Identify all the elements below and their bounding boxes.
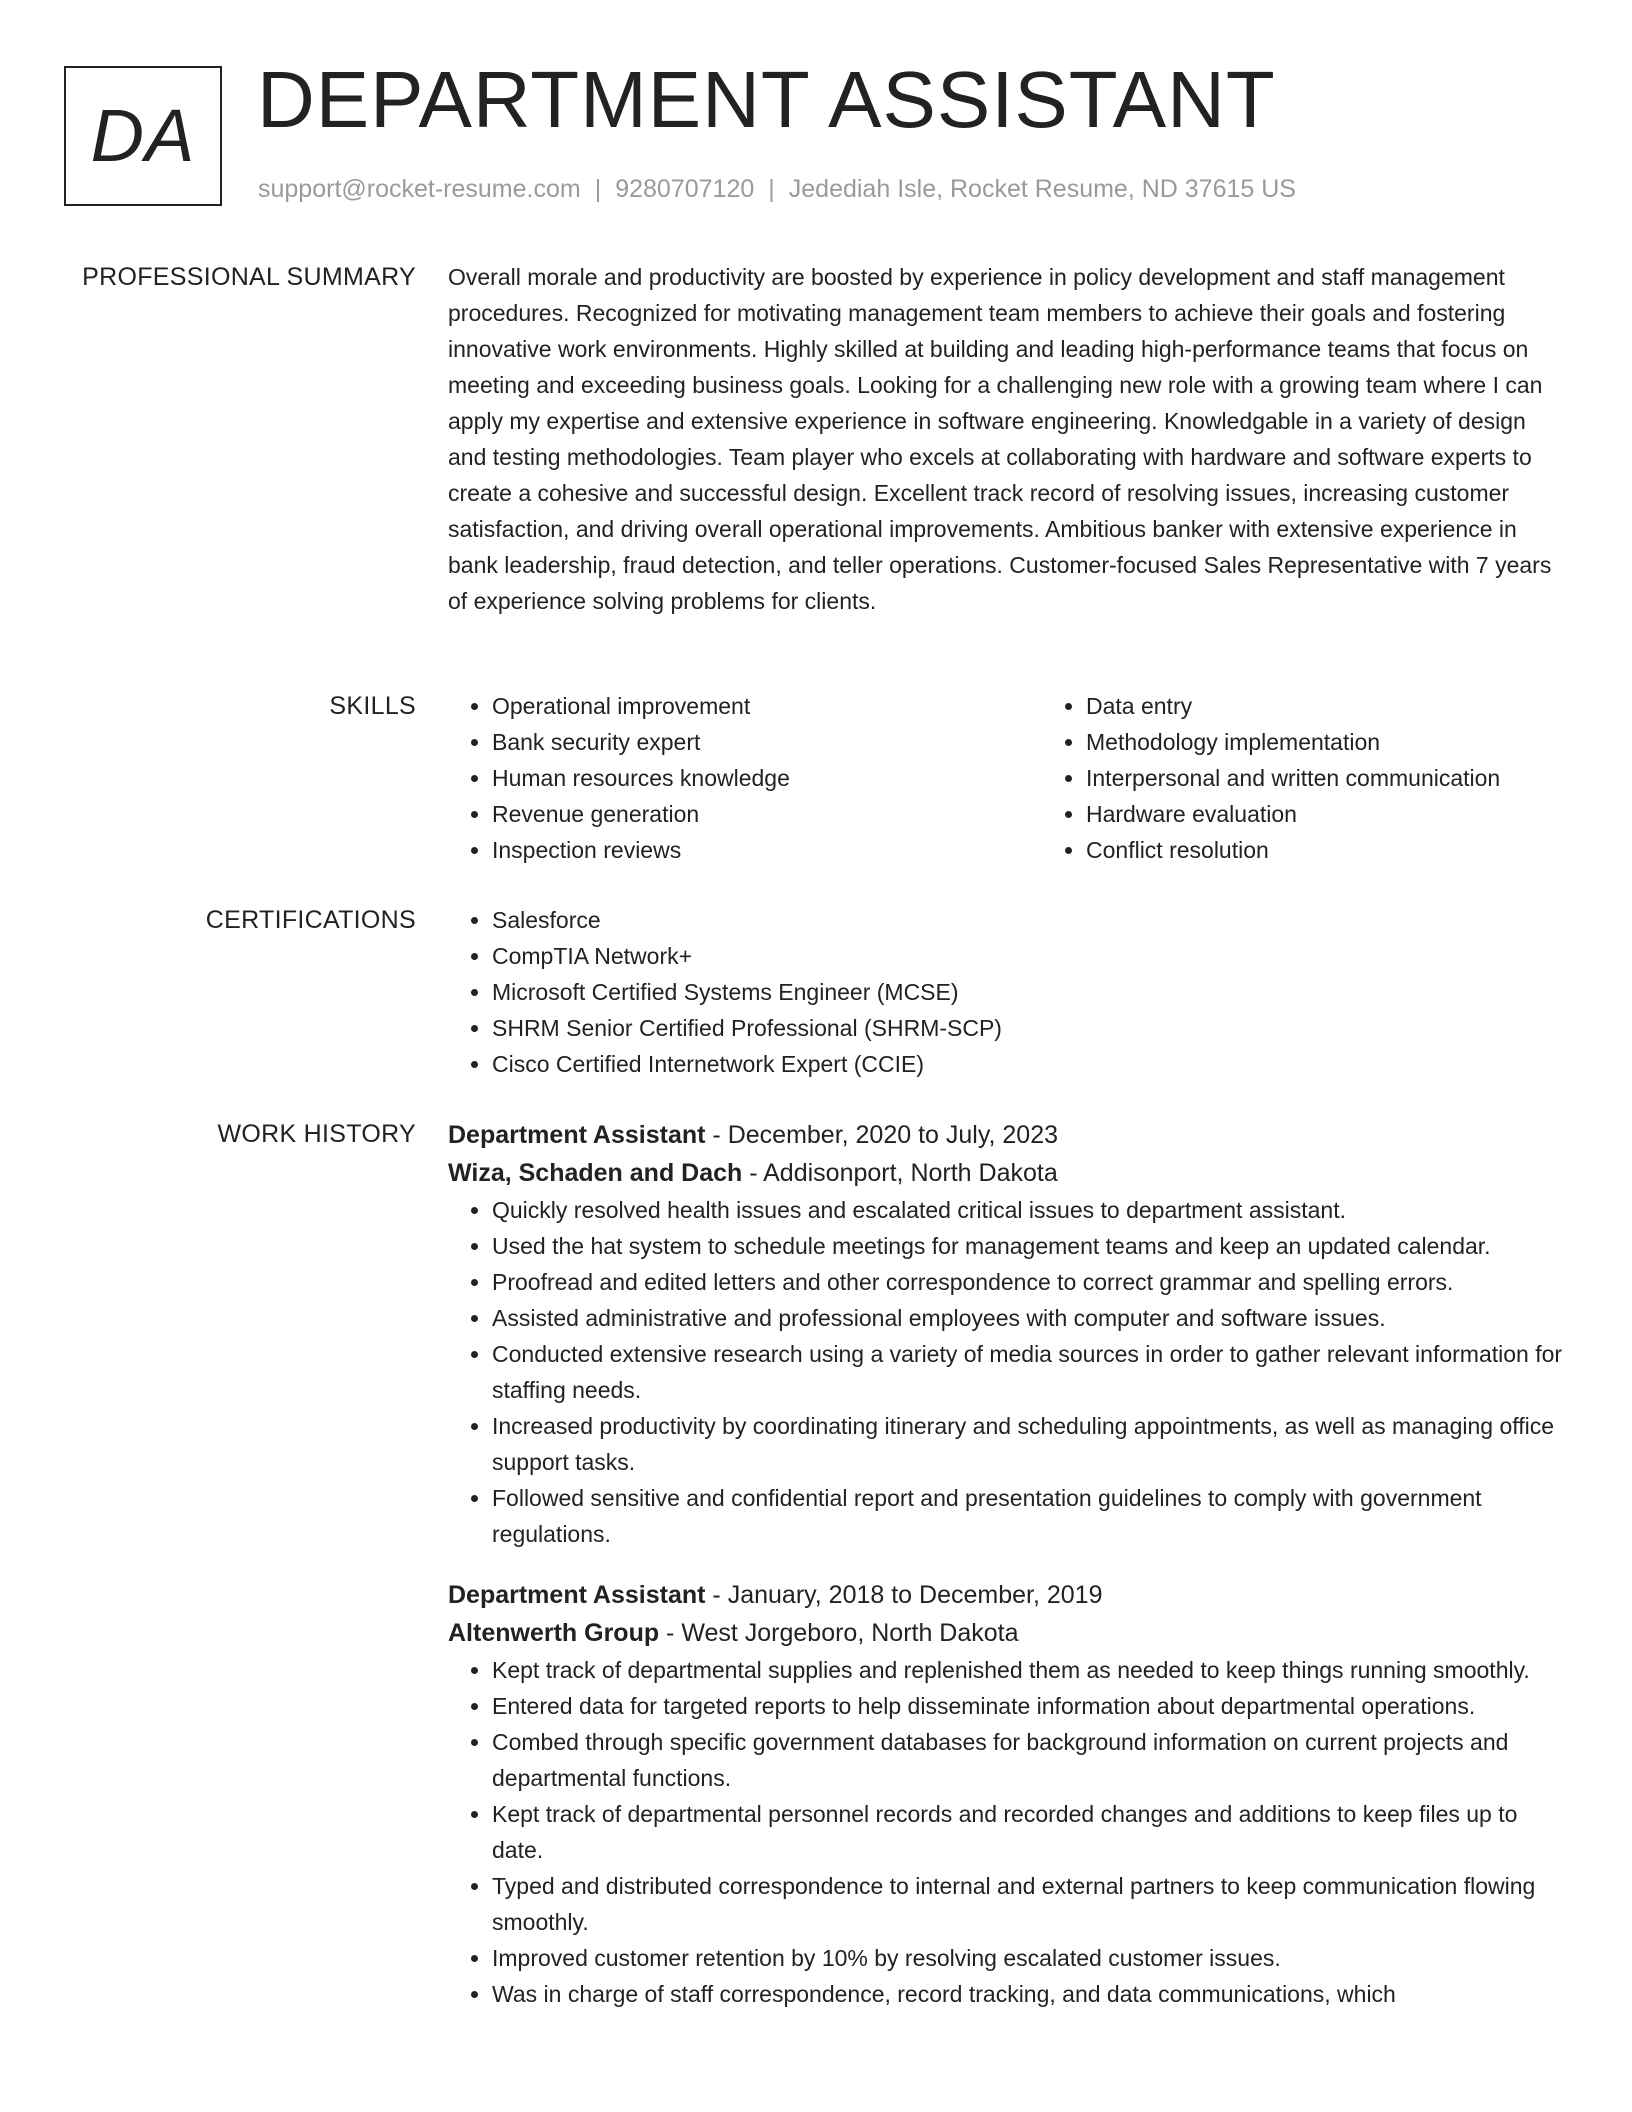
monogram-initials: DA [90, 94, 196, 177]
job-dates: - January, 2018 to December, 2019 [705, 1581, 1103, 1609]
contact-separator: | [768, 175, 775, 203]
certifications-body [448, 902, 1568, 1082]
skill-item: • Data entry [1086, 688, 1632, 724]
job-duty-item: • Used the hat system to schedule meetings for management teams and keep an updated calendar. [492, 1228, 1568, 1264]
job-role: Department Assistant [448, 1121, 706, 1149]
job-duty-item: • Conducted extensive research using a variety of media sources in order to gather relevant information for staffing needs. [492, 1336, 1568, 1408]
skill-item: • Methodology implementation [1086, 724, 1632, 760]
job-company-line [448, 1154, 1568, 1192]
skills-body [448, 688, 1568, 868]
job-duty-item: • Entered data for targeted reports to help disseminate information about departmental operations. [492, 1688, 1568, 1724]
job-duties-list [448, 1192, 1568, 1552]
job-duty-item: • Combed through specific government databases for background information on current projects and departmental functions. [492, 1724, 1568, 1796]
skill-item: • Bank security expert [492, 724, 1042, 760]
skills-list-right [1042, 688, 1632, 868]
skill-item: • Hardware evaluation [1086, 796, 1632, 832]
job-company: Altenwerth Group [448, 1619, 660, 1647]
job-role: Department Assistant [448, 1581, 706, 1609]
skill-item: • Revenue generation [492, 796, 1042, 832]
contact-email[interactable]: support@rocket-resume.com [258, 175, 581, 203]
job-company-line [448, 1614, 1568, 1652]
work-history-title: WORK HISTORY [217, 1120, 416, 1148]
job-location: - West Jorgeboro, North Dakota [659, 1619, 1019, 1647]
summary-body [448, 259, 1568, 619]
contact-address: Jedediah Isle, Rocket Resume, ND 37615 US [788, 175, 1296, 203]
job-entry [448, 1576, 1568, 2012]
job-duty-item: • Kept track of departmental supplies and replenished them as needed to keep things running smoothly. [492, 1652, 1568, 1688]
skill-item: • Interpersonal and written communication [1086, 760, 1632, 796]
contact-phone[interactable]: 9280707120 [615, 175, 755, 203]
skill-item: • Conflict resolution [1086, 832, 1632, 868]
certification-item: • Microsoft Certified Systems Engineer (MCSE) [492, 974, 1568, 1010]
work-history-body [448, 1116, 1568, 2012]
job-duty-item: • Quickly resolved health issues and escalated critical issues to department assistant. [492, 1192, 1568, 1228]
skill-item: • Human resources knowledge [492, 760, 1042, 796]
certification-item: • Cisco Certified Internetwork Expert (CCIE) [492, 1046, 1568, 1082]
monogram-box [64, 66, 222, 206]
job-role-line [448, 1576, 1568, 1614]
job-role-line [448, 1116, 1568, 1154]
job-dates: - December, 2020 to July, 2023 [705, 1121, 1058, 1149]
skills-list-left [448, 688, 1042, 868]
resume-name: DEPARTMENT ASSISTANT [257, 55, 1276, 144]
contact-line [258, 174, 1296, 204]
summary-text: Overall morale and productivity are boosted by experience in policy development and staff management procedures. Recognized for motivating management team members to achieve their goals and fostering innovative work environments. Highly skilled at building and leading high-performance teams that focus on meeting and exceeding business goals. Looking for a challenging new role with a growing team where I can apply my expertise and extensive experience in software engineering. Knowledgable in a variety of design and testing methodologies. Team player who excels at collaborating with hardware and software experts to create a cohesive and successful design. Excellent track record of resolving issues, increasing customer satisfaction, and driving overall operational improvements. Ambitious banker with extensive experience in bank leadership, fraud detection, and teller operations. Customer-focused Sales Representative with 7 years of experience solving problems for clients. [448, 264, 1552, 614]
skills-title: SKILLS [329, 692, 416, 720]
certification-item: • CompTIA Network+ [492, 938, 1568, 974]
job-location: - Addisonport, North Dakota [742, 1159, 1058, 1187]
certifications-list [448, 902, 1568, 1082]
job-duty-item: • Improved customer retention by 10% by resolving escalated customer issues. [492, 1940, 1568, 1976]
job-entry [448, 1116, 1568, 1552]
job-duty-item: • Was in charge of staff correspondence, record tracking, and data communications, which [492, 1976, 1568, 2012]
job-duties-list [448, 1652, 1568, 2012]
job-duty-item: • Followed sensitive and confidential report and presentation guidelines to comply with government regulations. [492, 1480, 1568, 1552]
job-duty-item: • Proofread and edited letters and other correspondence to correct grammar and spelling errors. [492, 1264, 1568, 1300]
certifications-title: CERTIFICATIONS [205, 906, 416, 934]
certification-item: • Salesforce [492, 902, 1568, 938]
certification-item: • SHRM Senior Certified Professional (SHRM-SCP) [492, 1010, 1568, 1046]
job-duty-item: • Assisted administrative and professional employees with computer and software issues. [492, 1300, 1568, 1336]
skill-item: • Operational improvement [492, 688, 1042, 724]
contact-separator: | [594, 175, 602, 203]
summary-title: PROFESSIONAL SUMMARY [82, 263, 416, 291]
job-duty-item: • Typed and distributed correspondence to internal and external partners to keep communication flowing smoothly. [492, 1868, 1568, 1940]
skill-item: • Inspection reviews [492, 832, 1042, 868]
job-duty-item: • Increased productivity by coordinating itinerary and scheduling appointments, as well as managing office support tasks. [492, 1408, 1568, 1480]
job-duty-item: • Kept track of departmental personnel records and recorded changes and additions to keep files up to date. [492, 1796, 1568, 1868]
job-company: Wiza, Schaden and Dach [448, 1159, 743, 1187]
